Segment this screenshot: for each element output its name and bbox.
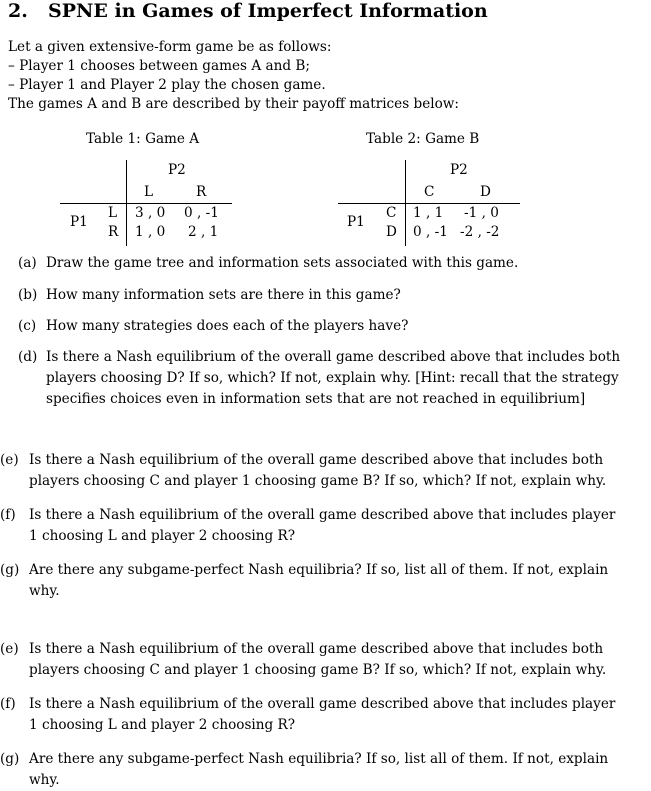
header-rule	[60, 203, 232, 204]
row-player-label: P1	[70, 214, 88, 230]
row-header: C	[386, 205, 397, 221]
intro-line: Let a given extensive-form game be as follows:	[8, 39, 332, 55]
question-label: (f)	[0, 507, 16, 523]
row-label-divider	[126, 160, 127, 246]
question-text: Draw the game tree and information sets associated with this game.	[46, 255, 519, 271]
intro-paragraph	[8, 38, 459, 114]
column-header: C	[424, 184, 435, 200]
question-text: Are there any subgame-perfect Nash equilibria? If so, list all of them. If not, explain	[29, 562, 609, 578]
question-label: (d)	[18, 349, 38, 365]
payoff-cell: -1 , 0	[464, 205, 499, 221]
question-text: 1 choosing L and player 2 choosing R?	[29, 717, 296, 733]
question-text: why.	[29, 772, 60, 788]
row-header: D	[386, 224, 397, 240]
payoff-cell: 1 , 0	[135, 224, 166, 240]
question-text: Are there any subgame-perfect Nash equilibria? If so, list all of them. If not, explain	[29, 751, 609, 767]
question-text: 1 choosing L and player 2 choosing R?	[29, 528, 296, 544]
payoff-cell: 0 , -1	[413, 224, 448, 240]
question-label: (e)	[0, 452, 19, 468]
question-label: (c)	[18, 318, 37, 334]
question-text: players choosing C and player 1 choosing game B? If so, which? If not, explain why.	[29, 662, 607, 678]
row-label-divider	[405, 160, 406, 246]
row-header: L	[108, 205, 118, 221]
payoff-cell: 2 , 1	[188, 224, 219, 240]
table-b-caption: Table 2: Game B	[366, 131, 480, 147]
row-header: R	[108, 224, 119, 240]
game-b-payoff-matrix	[338, 160, 538, 250]
intro-line: – Player 1 chooses between games A and B;	[8, 58, 310, 74]
header-rule	[338, 203, 520, 204]
question-text: Is there a Nash equilibrium of the overall game described above that includes player	[29, 696, 616, 712]
section-title: SPNE in Games of Imperfect Information	[48, 0, 488, 22]
question-text: players choosing D? If so, which? If not, explain why. [Hint: recall that the strategy	[46, 370, 619, 386]
payoff-cell: 0 , -1	[184, 205, 219, 221]
intro-line: – Player 1 and Player 2 play the chosen game.	[8, 77, 326, 93]
question-text: How many information sets are there in this game?	[46, 287, 401, 303]
payoff-cell: 3 , 0	[135, 205, 166, 221]
column-header: L	[144, 184, 154, 200]
game-a-payoff-matrix	[60, 160, 240, 250]
column-player-label: P2	[168, 162, 186, 178]
question-label: (g)	[0, 562, 20, 578]
question-label: (b)	[18, 287, 38, 303]
section-heading	[8, 0, 488, 22]
column-header: D	[480, 184, 491, 200]
question-g-repeat	[0, 749, 646, 791]
question-label: (f)	[0, 696, 16, 712]
row-player-label: P1	[347, 214, 365, 230]
question-label: (g)	[0, 751, 20, 767]
question-text: Is there a Nash equilibrium of the overall game described above that includes both	[29, 641, 604, 657]
question-d	[18, 347, 638, 410]
intro-line: The games A and B are described by their payoff matrices below:	[8, 96, 460, 112]
question-a	[18, 253, 638, 274]
question-f	[0, 505, 646, 547]
question-text: specifies choices even in information sets that are not reached in equilibrium]	[46, 391, 586, 407]
question-b	[18, 285, 638, 306]
question-label: (a)	[18, 255, 37, 271]
question-text: players choosing C and player 1 choosing game B? If so, which? If not, explain why.	[29, 473, 607, 489]
section-number: 2.	[8, 0, 28, 22]
question-text: Is there a Nash equilibrium of the overall game described above that includes player	[29, 507, 616, 523]
question-e-repeat	[0, 639, 646, 681]
payoff-cell: -2 , -2	[460, 224, 500, 240]
question-text: why.	[29, 583, 60, 599]
payoff-cell: 1 , 1	[413, 205, 444, 221]
question-text: How many strategies does each of the players have?	[46, 318, 409, 334]
column-player-label: P2	[450, 162, 468, 178]
question-e	[0, 450, 646, 492]
question-text: Is there a Nash equilibrium of the overall game described above that includes both	[29, 452, 604, 468]
question-c	[18, 316, 638, 337]
column-header: R	[196, 184, 207, 200]
question-text: Is there a Nash equilibrium of the overall game described above that includes both	[46, 349, 621, 365]
question-label: (e)	[0, 641, 19, 657]
question-g	[0, 560, 646, 602]
table-a-caption: Table 1: Game A	[86, 131, 200, 147]
question-f-repeat	[0, 694, 646, 736]
